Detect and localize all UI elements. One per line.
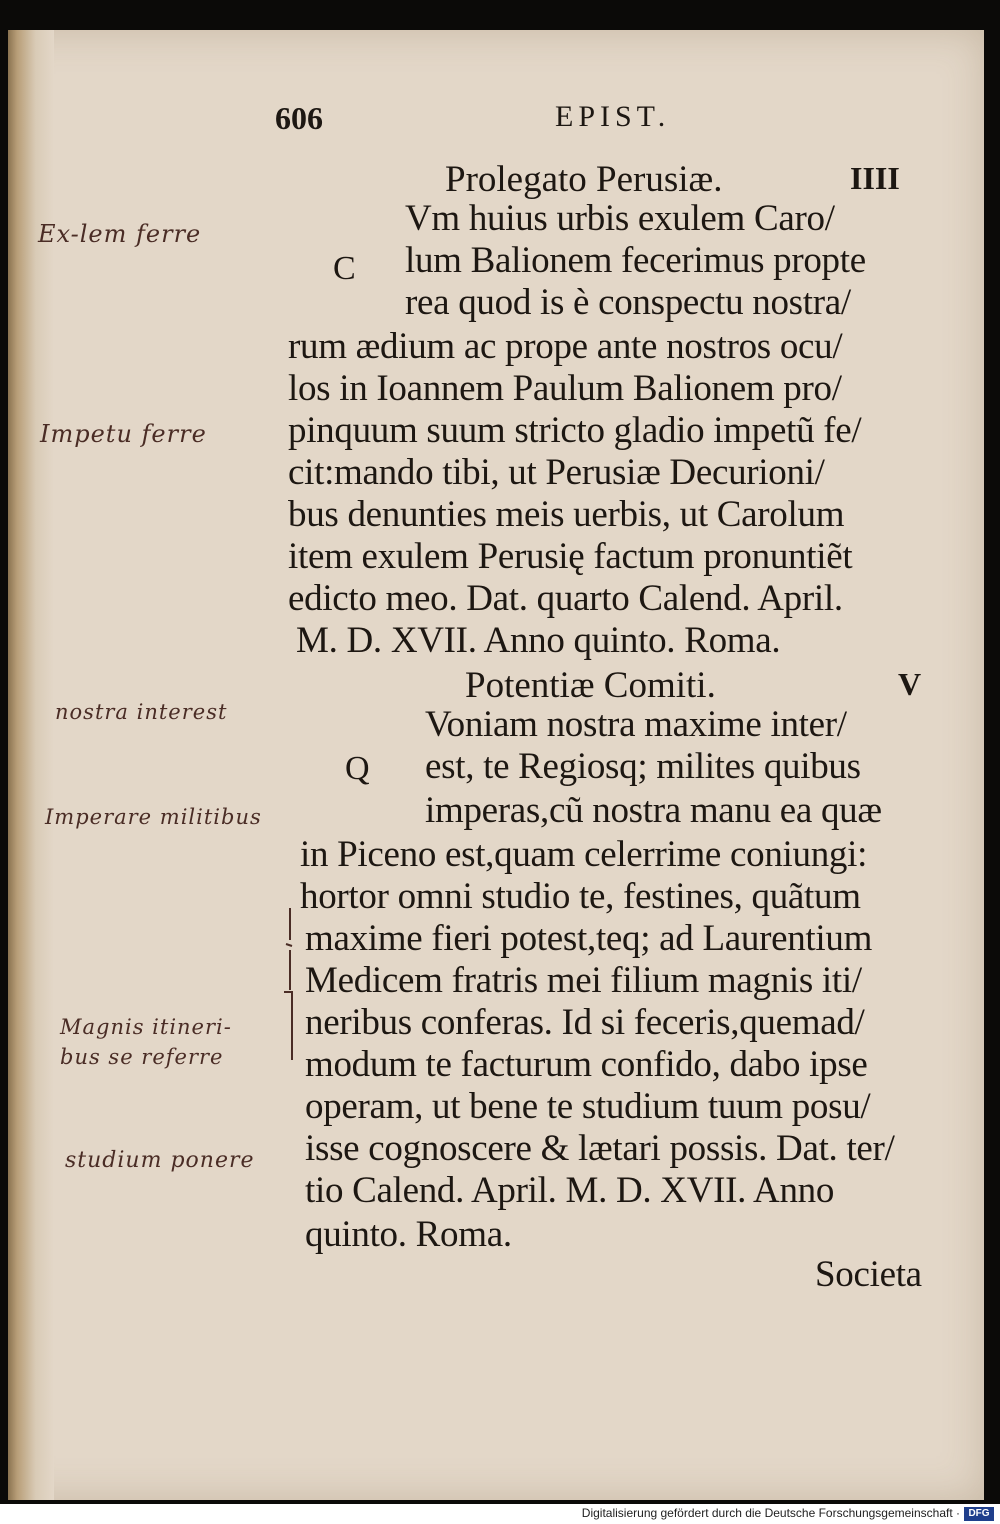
letter2-line: Medicem fratris mei filium magnis iti/ <box>305 960 862 1001</box>
page-gutter <box>8 30 54 1500</box>
letter2-line: in Piceno est,quam celerrime coniungi: <box>300 834 868 875</box>
letter1-line: lum Balionem fecerimus propte <box>405 240 866 281</box>
dfg-logo: DFG <box>964 1507 994 1521</box>
letter1-line: pinquum suum stricto gladio impetũ fe/ <box>288 410 862 451</box>
letter1-line: los in Ioannem Paulum Balionem pro/ <box>288 368 842 409</box>
footer-bar <box>0 1504 1000 1524</box>
letter2-line: neribus conferas. Id si feceris,quemad/ <box>305 1002 865 1043</box>
margin-note: bus se referre <box>60 1045 224 1069</box>
letter1-line: rum ædium ac prope ante nostros ocu/ <box>288 326 843 367</box>
letter2-line: maxime fieri potest,teq; ad Laurentium <box>305 918 873 959</box>
letter1-line: cit:mando tibi, ut Perusiæ Decurioni/ <box>288 452 825 493</box>
letter1-number: IIII <box>850 160 900 196</box>
margin-bracket <box>278 900 306 1070</box>
margin-note: Magnis itineri- <box>60 1015 232 1039</box>
letter1-line: bus denunties meis uerbis, ut Carolum <box>288 494 845 535</box>
letter2-line: Voniam nostra maxime inter/ <box>425 704 847 745</box>
letter2-number: V <box>898 666 922 702</box>
letter1-line: item exulem Perusię factum pronuntiẽt <box>288 536 853 577</box>
letter1-line: rea quod is è conspectu nostra/ <box>405 282 851 323</box>
catchword: Societa <box>815 1254 922 1295</box>
margin-note: Ex-lem ferre <box>38 220 202 248</box>
margin-note: Impetu ferre <box>40 420 207 448</box>
letter2-line: imperas,cũ nostra manu ea quæ <box>425 790 882 831</box>
letter2-line: isse cognoscere & lætari possis. Dat. ter/ <box>305 1128 895 1169</box>
letter1-initial: C <box>333 250 356 287</box>
letter2-heading: Potentiæ Comiti. <box>465 665 716 706</box>
letter2-initial: Q <box>345 750 370 787</box>
letter1-line: M. D. XVII. Anno quinto. Roma. <box>296 620 781 661</box>
letter2-line: est, te Regiosq; milites quibus <box>425 746 861 787</box>
letter2-line: tio Calend. April. M. D. XVII. Anno <box>305 1170 835 1211</box>
letter2-line: hortor omni studio te, festines, quãtum <box>300 876 861 917</box>
letter1-line: edicto meo. Dat. quarto Calend. April. <box>288 578 843 619</box>
letter2-line: operam, ut bene te studium tuum posu/ <box>305 1086 871 1127</box>
running-head: EPIST. <box>555 100 671 133</box>
footer-credit: Digitalisierung gefördert durch die Deutsche Forschungsgemeinschaft · <box>581 1506 960 1520</box>
letter1-line: Vm huius urbis exulem Caro/ <box>405 198 835 239</box>
letter2-line: modum te facturum confido, dabo ipse <box>305 1044 868 1085</box>
margin-note: studium ponere <box>65 1148 255 1173</box>
letter2-line: quinto. Roma. <box>305 1214 512 1255</box>
margin-note: Imperare militibus <box>45 805 262 829</box>
margin-note: nostra interest <box>55 700 228 724</box>
letter1-heading: Prolegato Perusiæ. <box>445 159 723 200</box>
page-number: 606 <box>275 100 323 136</box>
